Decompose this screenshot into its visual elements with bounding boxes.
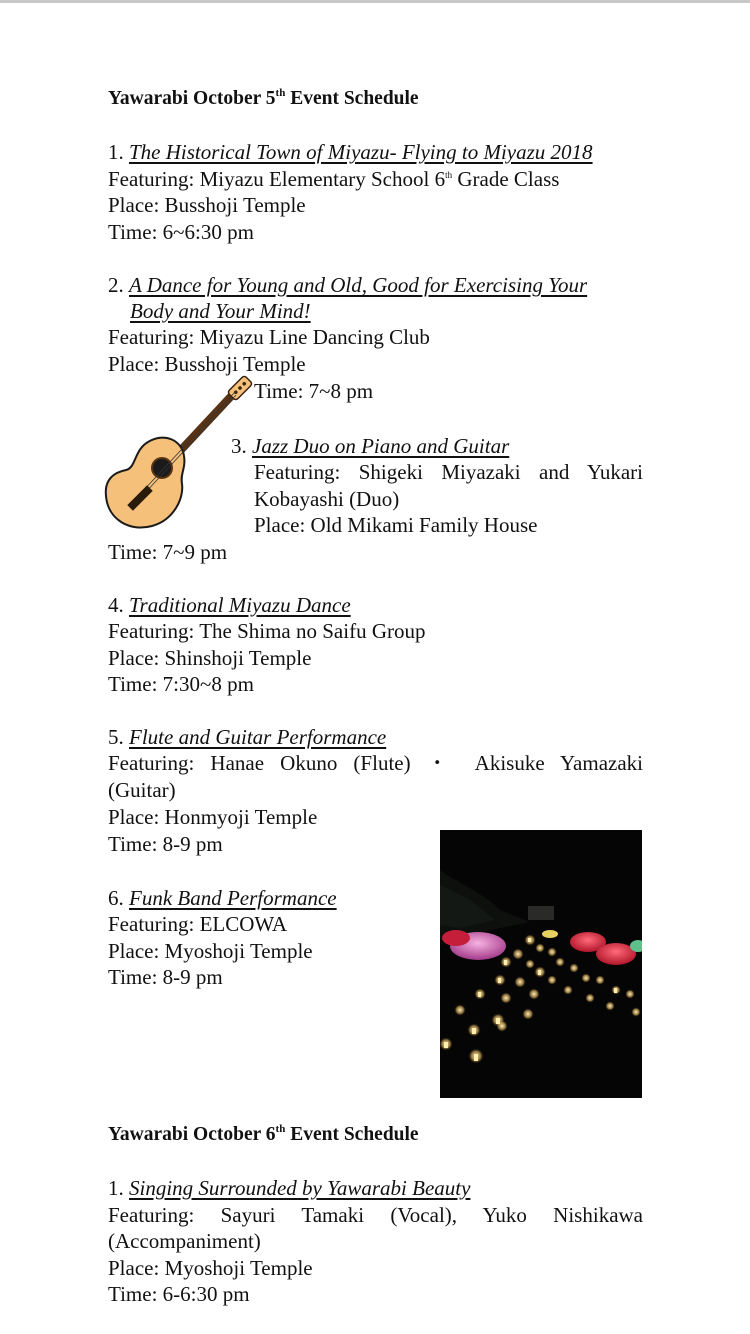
event-time: Time: 8-9 pm: [108, 965, 223, 989]
event-featuring: Featuring: Miyazu Elementary School 6th Grade Class: [108, 167, 560, 191]
event-place: Place: Busshoji Temple: [108, 352, 306, 376]
event-featuring: Featuring: Sayuri Tamaki (Vocal), Yuko Nishikawa: [108, 1203, 643, 1227]
event-time: Time: 6~6:30 pm: [108, 220, 254, 244]
event-place: Place: Myoshoji Temple: [108, 939, 313, 963]
event-time: Time: 7:30~8 pm: [108, 672, 254, 696]
event-featuring: (Guitar): [108, 778, 176, 802]
event-featuring: (Accompaniment): [108, 1229, 261, 1253]
event-title-line: 6. Funk Band Performance: [108, 886, 337, 910]
event-featuring: Featuring: Miyazu Line Dancing Club: [108, 325, 430, 349]
event-title-line: 5. Flute and Guitar Performance: [108, 725, 387, 749]
event-time: Time: 6-6:30 pm: [108, 1282, 250, 1306]
event-featuring: Featuring: ELCOWA: [108, 912, 288, 936]
event-place: Place: Myoshoji Temple: [108, 1256, 313, 1280]
event-title-line: 4. Traditional Miyazu Dance: [108, 593, 351, 617]
event-featuring: Kobayashi (Duo): [254, 487, 400, 511]
event-time: Time: 7~9 pm: [108, 540, 228, 564]
event-featuring: Featuring: Hanae Okuno (Flute) ・ Akisuke Yamazaki: [108, 751, 643, 775]
event-place: Place: Busshoji Temple: [108, 193, 306, 217]
top-border: [0, 0, 750, 3]
event-place: Place: Old Mikami Family House: [254, 513, 538, 537]
event-place: Place: Honmyoji Temple: [108, 805, 318, 829]
day1-heading: Yawarabi October 5th Event Schedule: [108, 87, 419, 109]
event-time: Time: 8-9 pm: [108, 832, 223, 856]
event-featuring: Featuring: Shigeki Miyazaki and Yukari: [254, 460, 643, 484]
event-place: Place: Shinshoji Temple: [108, 646, 312, 670]
lantern-photo: [440, 830, 642, 1098]
event-title-line: 2. A Dance for Young and Old, Good for Exercising Your: [108, 273, 588, 297]
event-title-line: 1. Singing Surrounded by Yawarabi Beauty: [108, 1176, 471, 1200]
event-time: Time: 7~8 pm: [254, 379, 374, 403]
day2-heading: Yawarabi October 6th Event Schedule: [108, 1123, 419, 1145]
event-featuring: Featuring: The Shima no Saifu Group: [108, 619, 426, 643]
event-title-line: Body and Your Mind!: [130, 299, 311, 323]
event-title-line: 3. Jazz Duo on Piano and Guitar: [231, 434, 510, 458]
event-title-line: 1. The Historical Town of Miyazu- Flying to Miyazu 2018: [108, 140, 593, 164]
